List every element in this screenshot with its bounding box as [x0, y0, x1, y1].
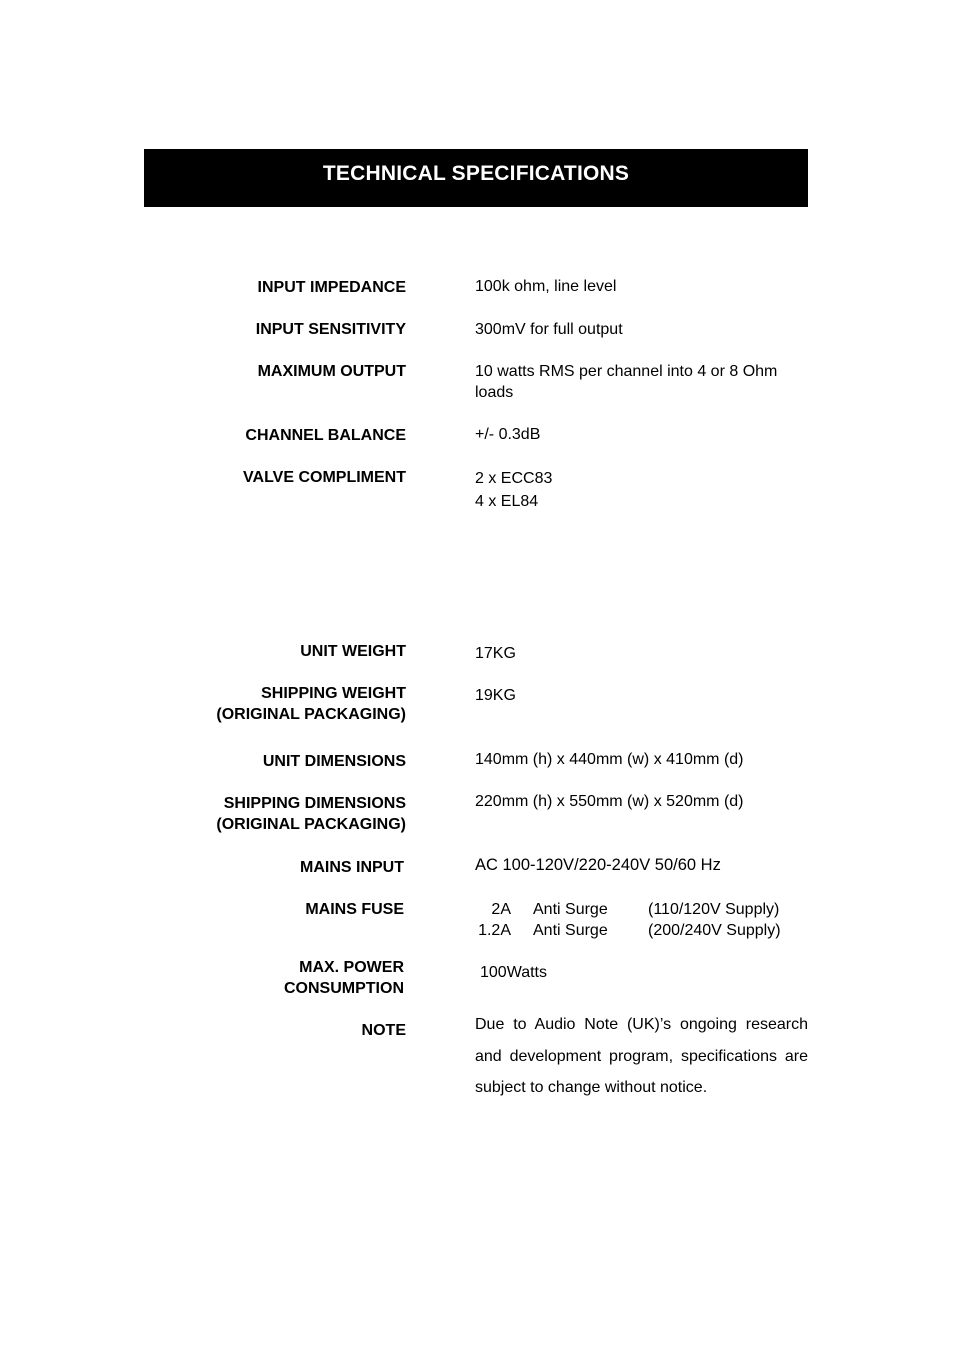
spec-label-valve-compliment: VALVE COMPLIMENT: [243, 469, 406, 486]
spec-label-mains-input: MAINS INPUT: [300, 859, 404, 876]
spec-value-input-impedance: 100k ohm, line level: [475, 278, 617, 295]
spec-value-max-power-consumption: 100Watts: [480, 964, 547, 981]
fuse-type: Anti Surge: [533, 922, 608, 939]
spec-value-channel-balance: +/- 0.3dB: [475, 426, 541, 443]
spec-value-shipping-dimensions: 220mm (h) x 550mm (w) x 520mm (d): [475, 793, 744, 810]
fuse-supply: (200/240V Supply): [648, 922, 781, 939]
fuse-row: [475, 920, 781, 941]
spec-value-mains-fuse: [475, 899, 781, 941]
spec-label-maximum-output: MAXIMUM OUTPUT: [257, 363, 406, 380]
spec-value-valve-compliment: 2 x ECC83 4 x EL84: [475, 470, 553, 510]
spec-label-shipping-weight: SHIPPING WEIGHT (ORIGINAL PACKAGING): [216, 685, 406, 723]
fuse-rating: 2A: [491, 901, 511, 918]
fuse-rating: 1.2A: [478, 922, 511, 939]
spec-value-note: Due to Audio Note (UK)’s ongoing research and development program, specifications are subject to change without notice.: [475, 1016, 808, 1097]
spec-label-max-power-consumption: MAX. POWER CONSUMPTION: [284, 959, 404, 997]
title-banner: [144, 149, 808, 207]
spec-value-mains-input: AC 100-120V/220-240V 50/60 Hz: [475, 856, 721, 874]
spec-value-unit-dimensions: 140mm (h) x 440mm (w) x 410mm (d): [475, 751, 744, 768]
spec-value-input-sensitivity: 300mV for full output: [475, 321, 623, 338]
page-title: TECHNICAL SPECIFICATIONS: [322, 162, 630, 185]
fuse-supply: (110/120V Supply): [648, 901, 780, 918]
spec-label-mains-fuse: MAINS FUSE: [305, 901, 404, 918]
spec-label-channel-balance: CHANNEL BALANCE: [245, 427, 406, 444]
spec-label-shipping-dimensions: SHIPPING DIMENSIONS (ORIGINAL PACKAGING): [216, 795, 406, 833]
fuse-row: [475, 899, 781, 920]
spec-value-maximum-output: 10 watts RMS per channel into 4 or 8 Ohm loads: [475, 363, 778, 401]
spec-label-note: NOTE: [361, 1022, 406, 1039]
spec-label-input-sensitivity: INPUT SENSITIVITY: [255, 321, 406, 338]
spec-label-unit-dimensions: UNIT DIMENSIONS: [262, 753, 406, 770]
spec-value-shipping-weight: 19KG: [475, 687, 516, 704]
spec-label-input-impedance: INPUT IMPEDANCE: [257, 279, 406, 296]
spec-value-unit-weight: 17KG: [475, 645, 516, 662]
spec-label-unit-weight: UNIT WEIGHT: [300, 643, 406, 660]
fuse-type: Anti Surge: [533, 901, 608, 918]
